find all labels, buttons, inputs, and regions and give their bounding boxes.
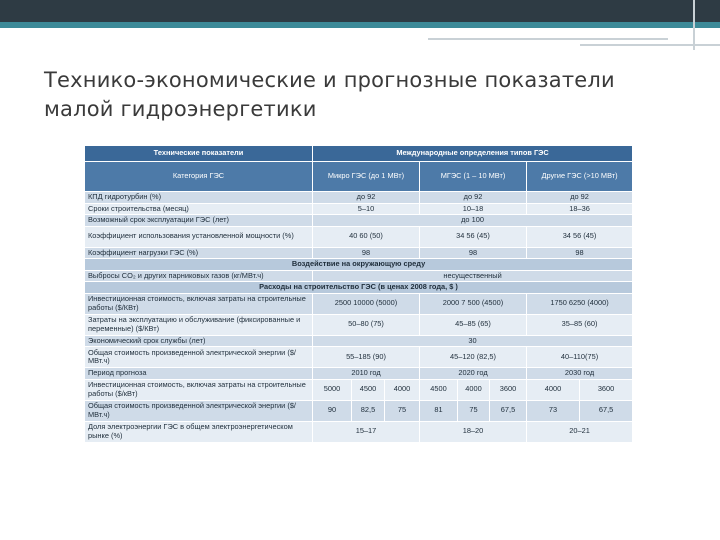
row-label: Коэффициент нагрузки ГЭС (%) <box>85 247 313 259</box>
decor-line <box>428 38 668 40</box>
table-row <box>85 215 633 227</box>
row-label: Инвестиционная стоимость, включая затраты на строительные работы ($/КВт) <box>85 293 313 314</box>
row-label: Сроки строительства (месяц) <box>85 203 313 215</box>
row-label: Доля электроэнергии ГЭС в общем электроэнергетическом рынке (%) <box>85 421 313 442</box>
row-label: Возможный срок эксплуатации ГЭС (лет) <box>85 215 313 227</box>
header-mges: МГЭС (1 – 10 МВт) <box>420 162 527 192</box>
table-cell: 75 <box>458 400 490 421</box>
slide-top-accent <box>0 22 720 28</box>
title-line-1: Технико-экономические и прогнозные показатели <box>44 68 615 92</box>
cell-other: 20–21 <box>527 421 633 442</box>
cell-mges: до 92 <box>420 192 527 204</box>
table-row <box>85 270 633 282</box>
cell-mges: 18–20 <box>420 421 527 442</box>
table-cell: 82,5 <box>352 400 385 421</box>
indicators-table-container <box>84 145 632 443</box>
row-label: Инвестиционная стоимость, включая затраты на строительные работы ($/кВт) <box>85 379 313 400</box>
cell-micro: 40 60 (50) <box>313 226 420 247</box>
title-line-2: малой гидроэнергетики <box>44 97 317 121</box>
table-row <box>85 400 633 421</box>
slide-top-bar <box>0 0 720 22</box>
table-row <box>85 314 633 335</box>
header-category: Категория ГЭС <box>85 162 313 192</box>
cell-other: 34 56 (45) <box>527 226 633 247</box>
table-cell: 75 <box>385 400 420 421</box>
table-cell: 5000 <box>313 379 352 400</box>
row-label: Экономический срок службы (лет) <box>85 335 313 347</box>
table-cell: 3600 <box>490 379 527 400</box>
table-cell: 3600 <box>580 379 633 400</box>
row-label: КПД гидротурбин (%) <box>85 192 313 204</box>
header-intl: Международные определения типов ГЭС <box>313 146 633 162</box>
cell-year-2030: 2030 год <box>527 368 633 380</box>
cell-merged: несущественный <box>313 270 633 282</box>
row-label: Коэффициент использования установленной мощности (%) <box>85 226 313 247</box>
cell-micro: 5–10 <box>313 203 420 215</box>
table-row <box>85 226 633 247</box>
cell-year-2010: 2010 год <box>313 368 420 380</box>
cell-other: 40–110(75) <box>527 347 633 368</box>
cell-mges: 98 <box>420 247 527 259</box>
table-cell: 4500 <box>420 379 458 400</box>
table-row <box>85 368 633 380</box>
cell-other: 18–36 <box>527 203 633 215</box>
table-cell: 67,5 <box>490 400 527 421</box>
table-cell: 4000 <box>458 379 490 400</box>
cell-other: 35–85 (60) <box>527 314 633 335</box>
slide-title <box>44 66 684 124</box>
cell-micro: 55–185 (90) <box>313 347 420 368</box>
cell-mges: 34 56 (45) <box>420 226 527 247</box>
row-label: Выбросы CO₂ и других парниковых газов (кг/МВт.ч) <box>85 270 313 282</box>
section-env: Воздействие на окружающую среду <box>85 259 633 271</box>
cell-other: 1750 6250 (4000) <box>527 293 633 314</box>
row-label: Общая стоимость произведенной электрической энергии ($/МВт.ч) <box>85 347 313 368</box>
table-row <box>85 347 633 368</box>
header-other: Другие ГЭС (>10 МВт) <box>527 162 633 192</box>
decor-vertical-line <box>693 0 695 50</box>
table-row <box>85 335 633 347</box>
cell-micro: 50–80 (75) <box>313 314 420 335</box>
table-row <box>85 421 633 442</box>
cell-mges: 2000 7 500 (4500) <box>420 293 527 314</box>
cell-other: до 92 <box>527 192 633 204</box>
cell-mges: 10–18 <box>420 203 527 215</box>
decor-line <box>580 44 720 46</box>
section-costs: Расходы на строительство ГЭС (в ценах 2008 года, $ ) <box>85 282 633 294</box>
section-row <box>85 282 633 294</box>
cell-merged: 30 <box>313 335 633 347</box>
cell-micro: 98 <box>313 247 420 259</box>
cell-micro: до 92 <box>313 192 420 204</box>
table-cell: 73 <box>527 400 580 421</box>
table-cell: 67,5 <box>580 400 633 421</box>
indicators-table <box>84 145 633 443</box>
row-label: Затраты на эксплуатацию и обслуживание (фиксированные и переменные) ($/КВт) <box>85 314 313 335</box>
cell-other: 98 <box>527 247 633 259</box>
header-micro: Микро ГЭС (до 1 МВт) <box>313 162 420 192</box>
header-tech: Технические показатели <box>85 146 313 162</box>
cell-micro: 15–17 <box>313 421 420 442</box>
cell-mges: 45–85 (65) <box>420 314 527 335</box>
table-cell: 4000 <box>527 379 580 400</box>
table-cell: 4000 <box>385 379 420 400</box>
cell-merged: до 100 <box>313 215 633 227</box>
table-cell: 4500 <box>352 379 385 400</box>
table-row <box>85 293 633 314</box>
table-row <box>85 379 633 400</box>
table-header-row <box>85 146 633 162</box>
table-cell: 81 <box>420 400 458 421</box>
section-row <box>85 259 633 271</box>
cell-year-2020: 2020 год <box>420 368 527 380</box>
table-row <box>85 192 633 204</box>
table-row <box>85 247 633 259</box>
row-label: Общая стоимость произведенной электрической энергии ($/МВт.ч) <box>85 400 313 421</box>
table-category-row <box>85 162 633 192</box>
table-row <box>85 203 633 215</box>
cell-mges: 45–120 (82,5) <box>420 347 527 368</box>
cell-micro: 2500 10000 (5000) <box>313 293 420 314</box>
table-cell: 90 <box>313 400 352 421</box>
row-label: Период прогноза <box>85 368 313 380</box>
